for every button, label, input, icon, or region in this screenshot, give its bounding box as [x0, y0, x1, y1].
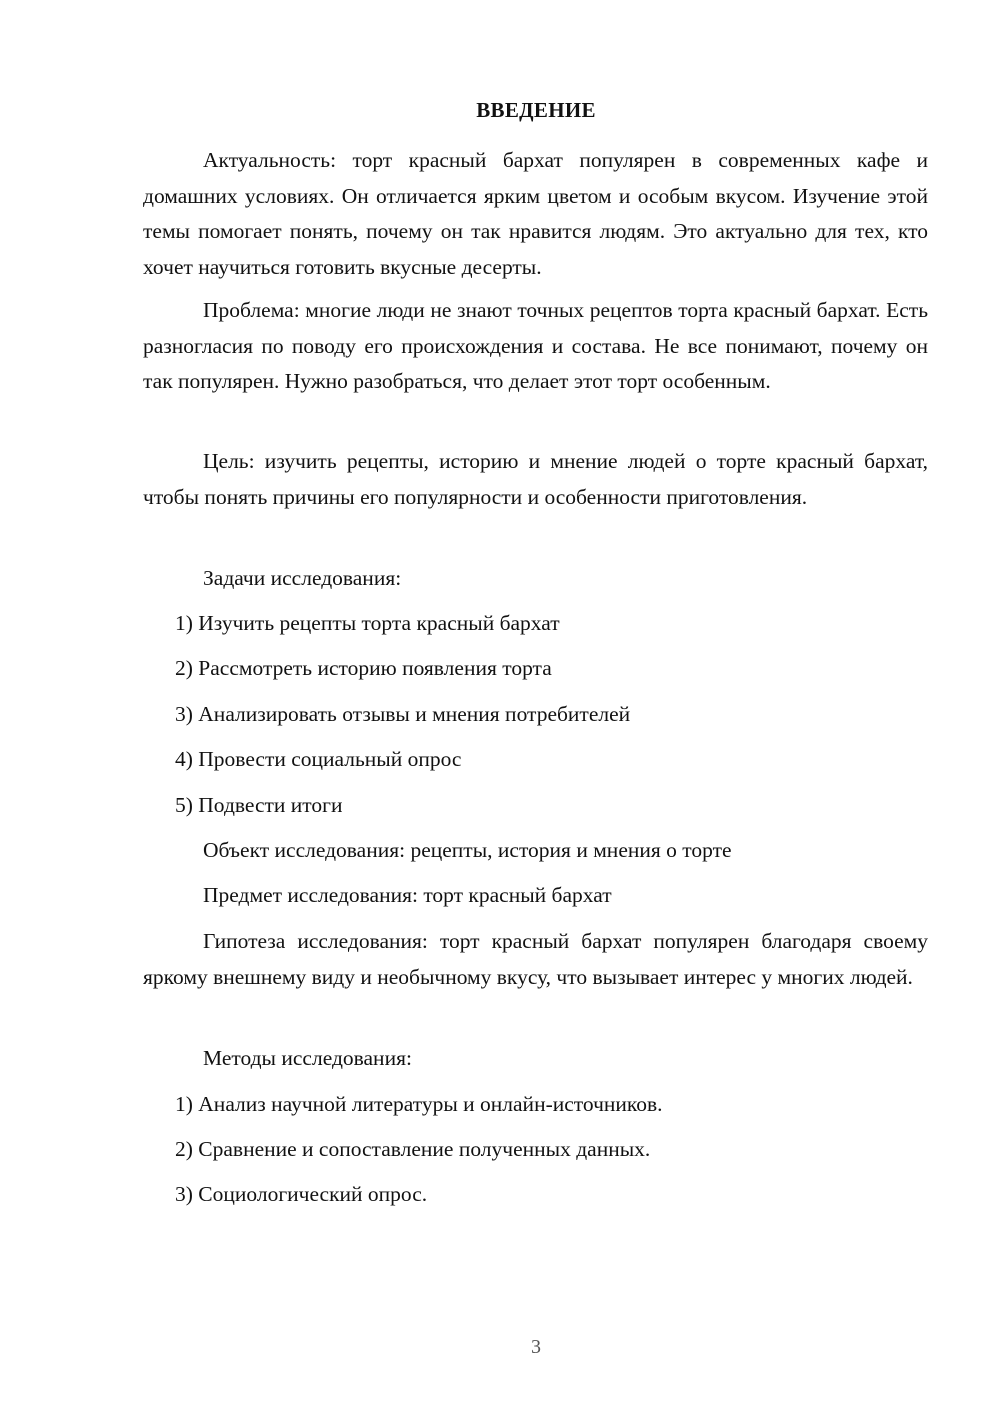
problem-paragraph: Проблема: многие люди не знают точных рецептов торта красный бархат. Есть разногласия по поводу его происхождения и состава. Не все понимают, почему он так популярен. Нужно разобраться, что делает этот торт особенным.: [143, 298, 928, 393]
page-number: 3: [531, 1336, 541, 1358]
method-item: 3) Социологический опрос.: [175, 1182, 428, 1206]
relevance-paragraph: Актуальность: торт красный бархат популярен в современных кафе и домашних условиях. Он отличается ярким цветом и особым вкусом. Изучение этой темы помогает понять, почему он так нравится людям. Это актуально для тех, кто хочет научиться готовить вкусные десерты.: [143, 148, 928, 279]
research-subject: Предмет исследования: торт красный бархат: [203, 883, 612, 907]
method-item: 2) Сравнение и сопоставление полученных данных.: [175, 1137, 651, 1161]
page-title: ВВЕДЕНИЕ: [476, 98, 596, 122]
task-item: 5) Подвести итоги: [175, 793, 343, 817]
tasks-heading: Задачи исследования:: [203, 566, 402, 590]
goal-paragraph: Цель: изучить рецепты, историю и мнение людей о торте красный бархат, чтобы понять причины его популярности и особенности приготовления.: [143, 449, 928, 509]
hypothesis-paragraph: Гипотеза исследования: торт красный бархат популярен благодаря своему яркому внешнему виду и необычному вкусу, что вызывает интерес у многих людей.: [143, 929, 928, 989]
method-item: 1) Анализ научной литературы и онлайн-источников.: [175, 1092, 663, 1116]
task-item: 3) Анализировать отзывы и мнения потребителей: [175, 702, 631, 726]
research-object: Объект исследования: рецепты, история и мнения о торте: [203, 838, 732, 862]
task-item: 1) Изучить рецепты торта красный бархат: [175, 611, 560, 635]
task-item: 2) Рассмотреть историю появления торта: [175, 656, 552, 680]
methods-heading: Методы исследования:: [203, 1046, 412, 1070]
task-item: 4) Провести социальный опрос: [175, 747, 462, 771]
